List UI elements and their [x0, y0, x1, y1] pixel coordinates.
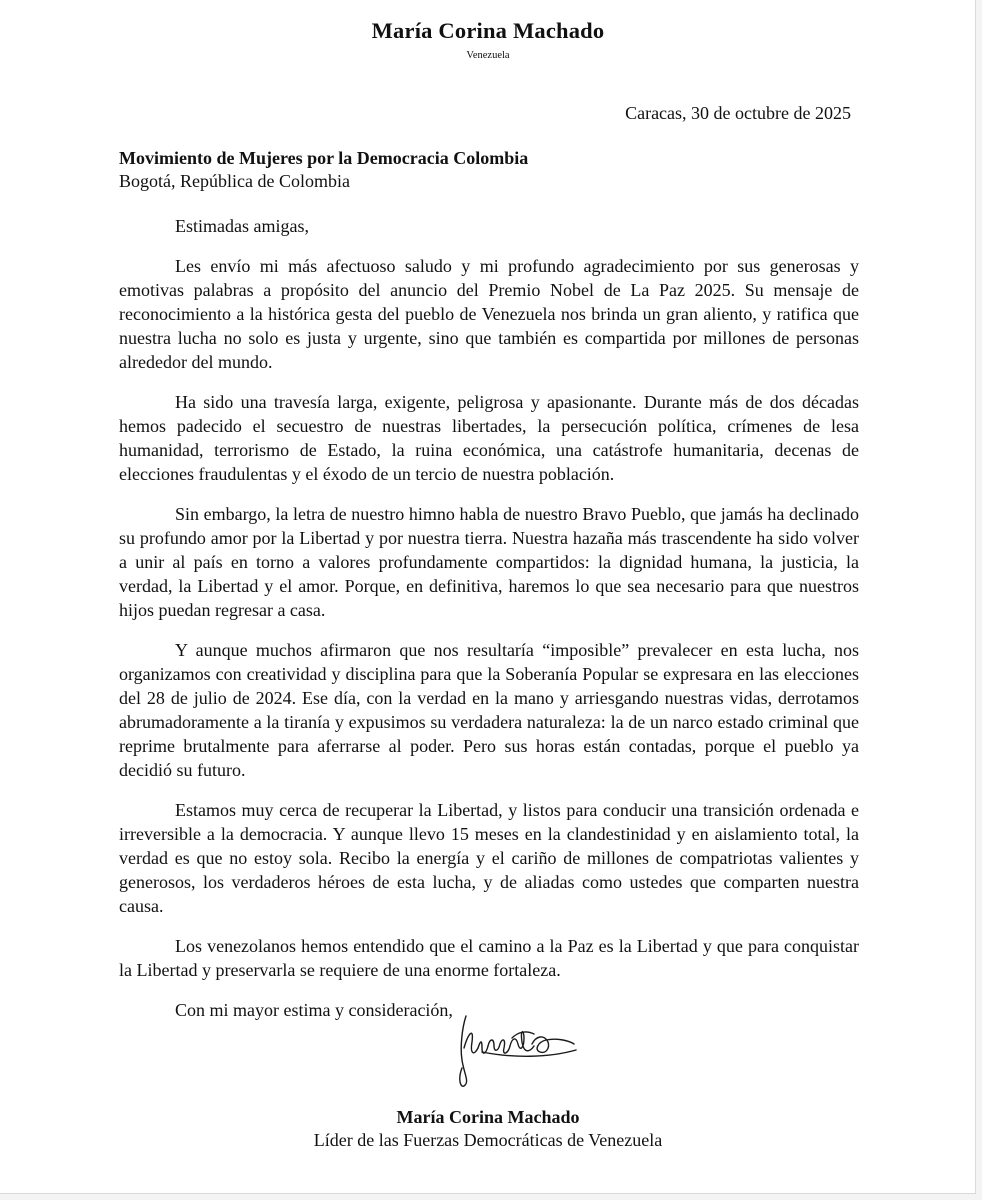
- signatory-name: María Corina Machado: [396, 1107, 580, 1127]
- body-paragraph: Estamos muy cerca de recuperar la Libertad, y listos para conducir una transición ordenada e irreversible a la democracia. Y aunque llevo 15 meses en la clandestinidad y en aislamiento total, la verdad es que no estoy sola. Recibo la energía y el cariño de millones de compatriotas valientes y generosos, los verdaderos héroes de esta lucha, y de aliadas como ustedes que comparten nuestra causa.: [119, 800, 859, 916]
- letter-date: Caracas, 30 de octubre de 2025: [625, 103, 851, 123]
- salutation: Estimadas amigas,: [175, 216, 309, 236]
- recipient-location: Bogotá, República de Colombia: [119, 171, 350, 191]
- letter-body: [119, 214, 859, 1038]
- body-paragraph: Ha sido una travesía larga, exigente, peligrosa y apasionante. Durante más de dos décadas hemos padecido el secuestro de nuestras libertades, la persecución política, crímenes de lesa humanidad, terrorismo de Estado, la ruina económica, una catástrofe humanitaria, decenas de elecciones fraudulentas y el éxodo de un tercio de nuestra población.: [119, 392, 859, 484]
- body-paragraph: Les envío mi más afectuoso saludo y mi profundo agradecimiento por sus generosas y emotivas palabras a propósito del anuncio del Premio Nobel de La Paz 2025. Su mensaje de reconocimiento a la histórica gesta del pueblo de Venezuela nos brinda un gran aliento, y ratifica que nuestra lucha no solo es justa y urgente, sino que también es compartida por millones de personas alrededor del mundo.: [119, 256, 859, 372]
- closing: Con mi mayor estima y consideración,: [175, 1000, 453, 1020]
- signature-block: [0, 1106, 976, 1152]
- letterhead-country: Venezuela: [466, 50, 510, 61]
- letterhead-name: María Corina Machado: [371, 18, 605, 43]
- body-paragraph: Y aunque muchos afirmaron que nos resultaría “imposible” prevalecer en esta lucha, nos organizamos con creatividad y disciplina para que la Soberanía Popular se expresara en las elecciones del 28 de julio de 2024. Ese día, con la verdad en la mano y arriesgando nuestras vidas, derrotamos abrumadoramente a la tiranía y expusimos su verdadera naturaleza: la de un narco estado criminal que reprime brutalmente para aferrarse al poder. Pero sus horas están contadas, porque el pueblo ya decidió su futuro.: [119, 640, 859, 780]
- body-paragraph: Sin embargo, la letra de nuestro himno habla de nuestro Bravo Pueblo, que jamás ha declinado su profundo amor por la Libertad y por nuestra tierra. Nuestra hazaña más trascendente ha sido volver a unir al país en torno a valores profundamente compartidos: la dignidad humana, la justicia, la verdad, la Libertad y el amor. Porque, en definitiva, haremos lo que sea necesario para que nuestros hijos puedan regresar a casa.: [119, 504, 859, 620]
- handwritten-signature: [452, 1008, 582, 1088]
- recipient-block: [119, 147, 859, 193]
- body-paragraph: Los venezolanos hemos entendido que el camino a la Paz es la Libertad y que para conquistar la Libertad y preservarla se requiere de una enorme fortaleza.: [119, 936, 859, 980]
- recipient-name: Movimiento de Mujeres por la Democracia Colombia: [119, 148, 529, 168]
- signatory-title: Líder de las Fuerzas Democráticas de Venezuela: [313, 1130, 663, 1150]
